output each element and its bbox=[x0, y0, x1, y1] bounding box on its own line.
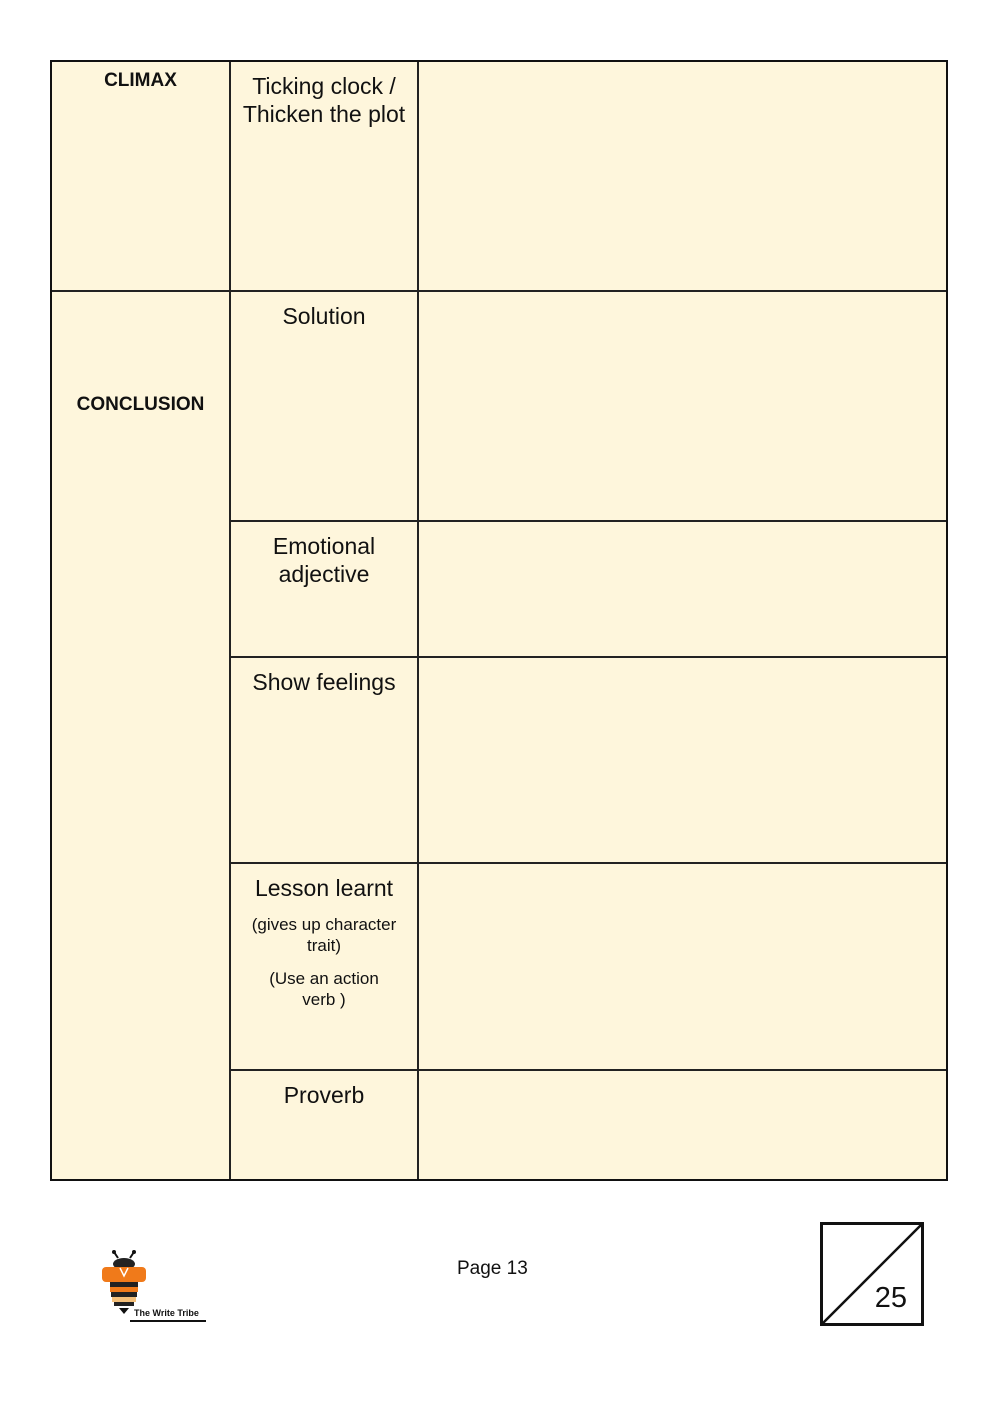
prompt-solution bbox=[231, 292, 417, 330]
write-tribe-logo bbox=[96, 1250, 208, 1326]
answer-show-feelings[interactable] bbox=[419, 658, 946, 862]
prompt-line: Ticking clock / bbox=[252, 73, 396, 99]
page-number: Page 13 bbox=[457, 1258, 528, 1279]
section-label-conclusion: CONCLUSION bbox=[76, 394, 205, 415]
answer-lesson-learnt[interactable] bbox=[419, 864, 946, 1069]
logo-underline bbox=[130, 1320, 206, 1322]
prompt-line: Show feelings bbox=[252, 669, 396, 695]
prompt-line: Proverb bbox=[283, 1082, 365, 1108]
column-divider bbox=[229, 62, 231, 1179]
prompt-show-feelings bbox=[231, 658, 417, 696]
prompt-proverb bbox=[231, 1071, 417, 1109]
prompt-emotional-adjective bbox=[231, 522, 417, 588]
prompt-line: adjective bbox=[278, 561, 370, 587]
logo-text: The Write Tribe bbox=[134, 1308, 199, 1318]
prompt-line: Emotional bbox=[272, 533, 376, 559]
prompt-lesson-learnt bbox=[231, 864, 417, 1010]
prompt-line: Solution bbox=[282, 303, 366, 329]
answer-solution[interactable] bbox=[419, 292, 946, 520]
prompt-note: (Use an action verb ) bbox=[269, 969, 379, 1009]
story-planner-table bbox=[50, 60, 948, 1181]
prompt-line: Thicken the plot bbox=[242, 101, 406, 127]
score-total: 25 bbox=[874, 1282, 907, 1314]
score-box[interactable] bbox=[820, 1222, 924, 1326]
prompt-ticking-clock bbox=[231, 62, 417, 128]
prompt-line: Lesson learnt bbox=[254, 875, 394, 901]
answer-ticking-clock[interactable] bbox=[419, 62, 946, 290]
section-label-climax: CLIMAX bbox=[104, 70, 177, 91]
answer-emotional-adjective[interactable] bbox=[419, 522, 946, 656]
answer-proverb[interactable] bbox=[419, 1071, 946, 1179]
prompt-note: (gives up character trait) bbox=[251, 915, 397, 955]
